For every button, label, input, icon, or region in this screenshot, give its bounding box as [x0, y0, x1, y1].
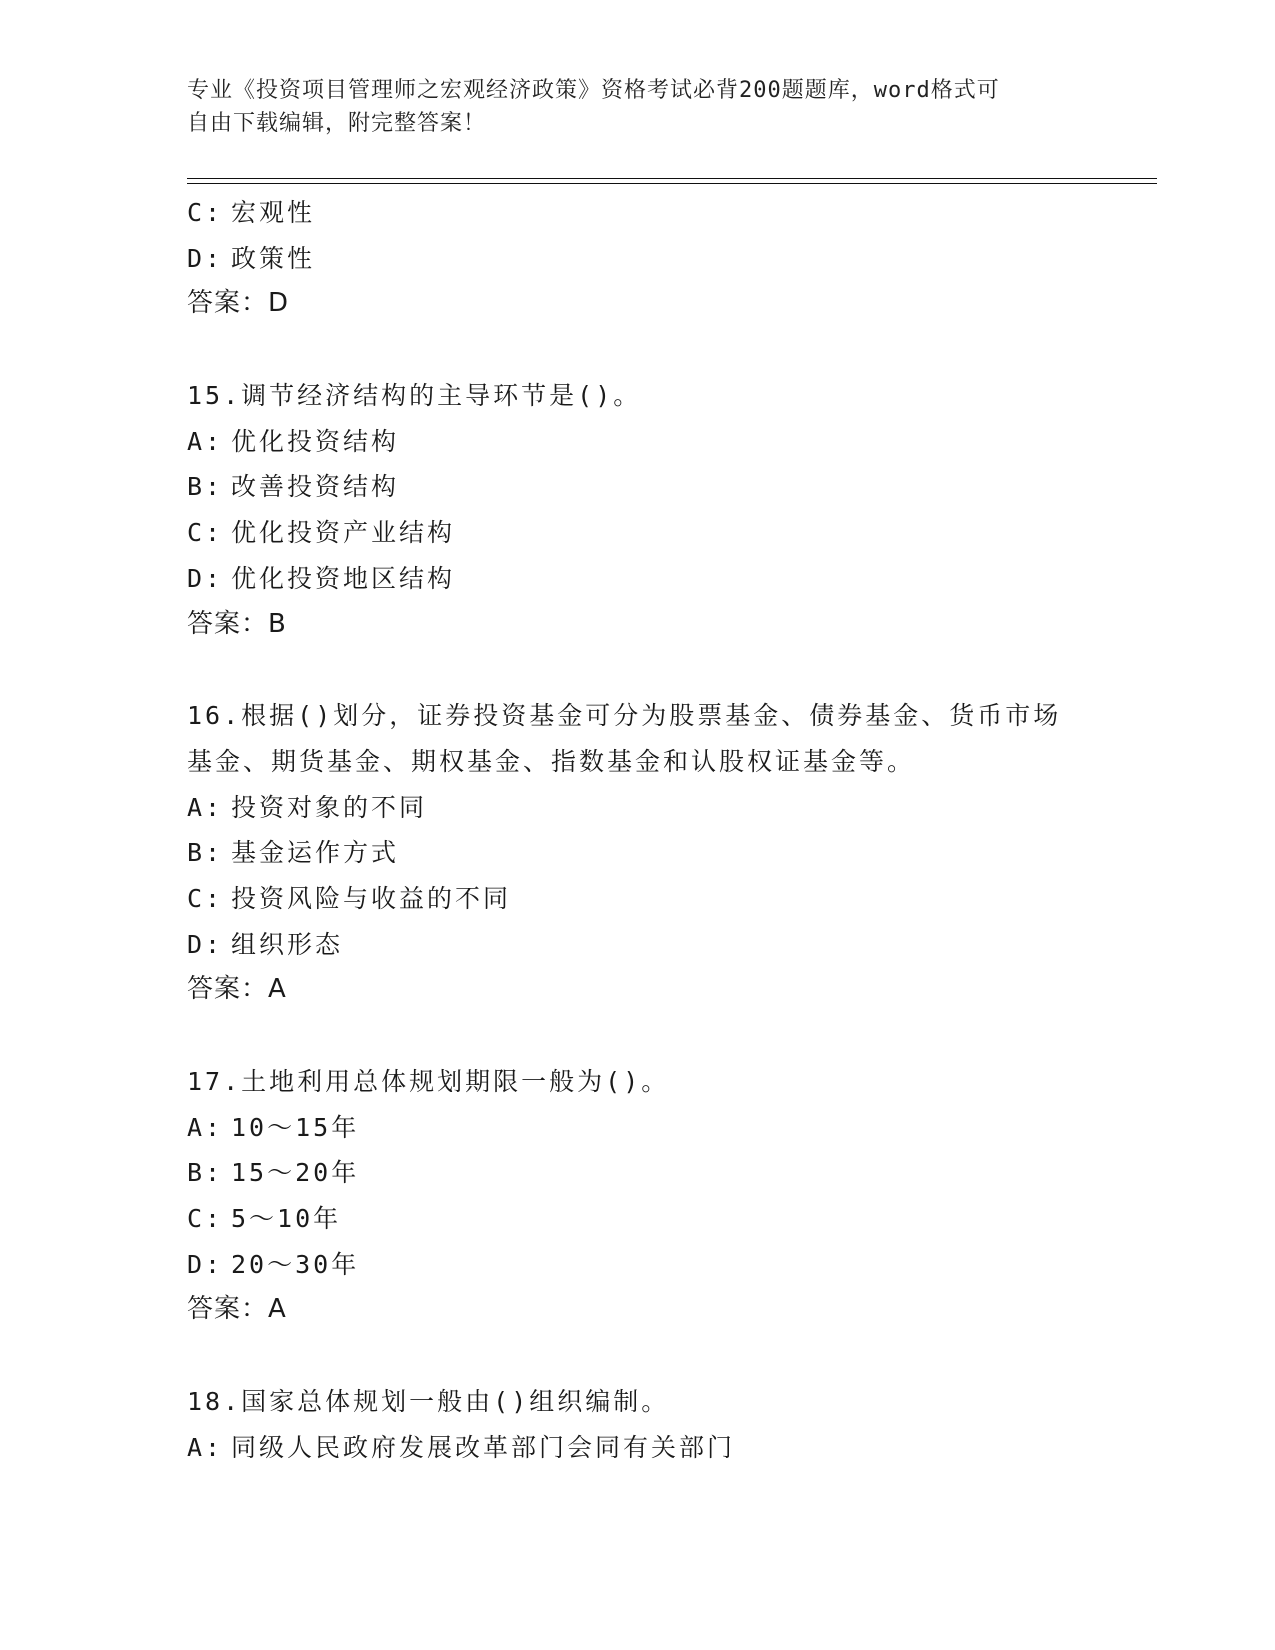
option-text: 5～10年 [231, 1204, 342, 1234]
option-line [187, 556, 1157, 602]
option-line [187, 830, 1157, 876]
question-stem: 17.土地利用总体规划期限一般为()。 [187, 1067, 670, 1096]
spacer [187, 1013, 1157, 1059]
option-key: C: [187, 198, 224, 227]
option-text: 优化投资结构 [231, 426, 400, 456]
option-line [187, 876, 1157, 922]
header-line-2: 自由下载编辑，附完整答案！ [187, 111, 487, 136]
option-line [187, 419, 1157, 465]
option-key: D: [187, 1249, 224, 1279]
answer-line: 答案：A [187, 974, 287, 1005]
option-text: 投资对象的不同 [231, 792, 428, 822]
continued-question [187, 190, 1157, 327]
question-stem: 15.调节经济结构的主导环节是()。 [187, 381, 642, 411]
option-line [187, 236, 1157, 282]
option-key: C: [187, 1204, 224, 1234]
document-page [187, 0, 1157, 1650]
option-line [187, 190, 1157, 236]
option-text: 投资风险与收益的不同 [231, 883, 512, 913]
spacer [187, 327, 1157, 373]
option-key: A: [187, 426, 224, 456]
option-line [187, 1150, 1157, 1196]
question-block [187, 373, 1157, 647]
option-key: D: [187, 563, 224, 593]
question-stem: 18.国家总体规划一般由()组织编制。 [187, 1387, 670, 1417]
header-rule-top [187, 178, 1157, 179]
question-content [187, 190, 1157, 1471]
option-line [187, 922, 1157, 968]
option-key: C: [187, 883, 224, 913]
question-block [187, 693, 1157, 1013]
option-line [187, 1425, 1157, 1471]
option-line [187, 785, 1157, 831]
answer-line: 答案：A [187, 1294, 287, 1325]
question-stem: 16.根据()划分，证券投资基金可分为股票基金、债券基金、货币市场 [187, 701, 1062, 731]
option-key: B: [187, 838, 224, 868]
spacer [187, 1333, 1157, 1379]
option-key: A: [187, 1432, 224, 1462]
option-key: D: [187, 929, 224, 959]
option-key: A: [187, 792, 224, 822]
option-line [187, 1242, 1157, 1288]
option-text: 政策性 [231, 243, 316, 273]
option-text: 改善投资结构 [231, 472, 400, 502]
option-key: D: [187, 243, 224, 273]
option-text: 基金运作方式 [231, 838, 400, 868]
option-text: 宏观性 [231, 198, 316, 227]
question-stem-continued: 基金、期货基金、期权基金、指数基金和认股权证基金等。 [187, 746, 916, 776]
spacer [187, 647, 1157, 693]
question-block [187, 1379, 1157, 1470]
option-text: 15～20年 [231, 1158, 360, 1188]
option-text: 组织形态 [231, 929, 344, 959]
header-rule-bottom [187, 183, 1157, 184]
answer-line: 答案：D [187, 288, 290, 319]
option-text: 优化投资产业结构 [231, 518, 456, 548]
option-line [187, 1105, 1157, 1151]
option-key: B: [187, 1158, 224, 1188]
header-line-1: 专业《投资项目管理师之宏观经济政策》资格考试必背200题题库，word格式可 [187, 78, 1000, 103]
question-block [187, 1059, 1157, 1333]
option-text: 优化投资地区结构 [231, 563, 456, 593]
option-text: 10～15年 [231, 1112, 360, 1142]
option-text: 20～30年 [231, 1249, 360, 1279]
answer-line: 答案：B [187, 608, 287, 639]
option-line [187, 464, 1157, 510]
option-line [187, 510, 1157, 556]
option-key: B: [187, 472, 224, 502]
document-header [187, 74, 1087, 140]
option-key: A: [187, 1112, 224, 1142]
option-line [187, 1196, 1157, 1242]
option-text: 同级人民政府发展改革部门会同有关部门 [231, 1432, 736, 1462]
option-key: C: [187, 518, 224, 548]
